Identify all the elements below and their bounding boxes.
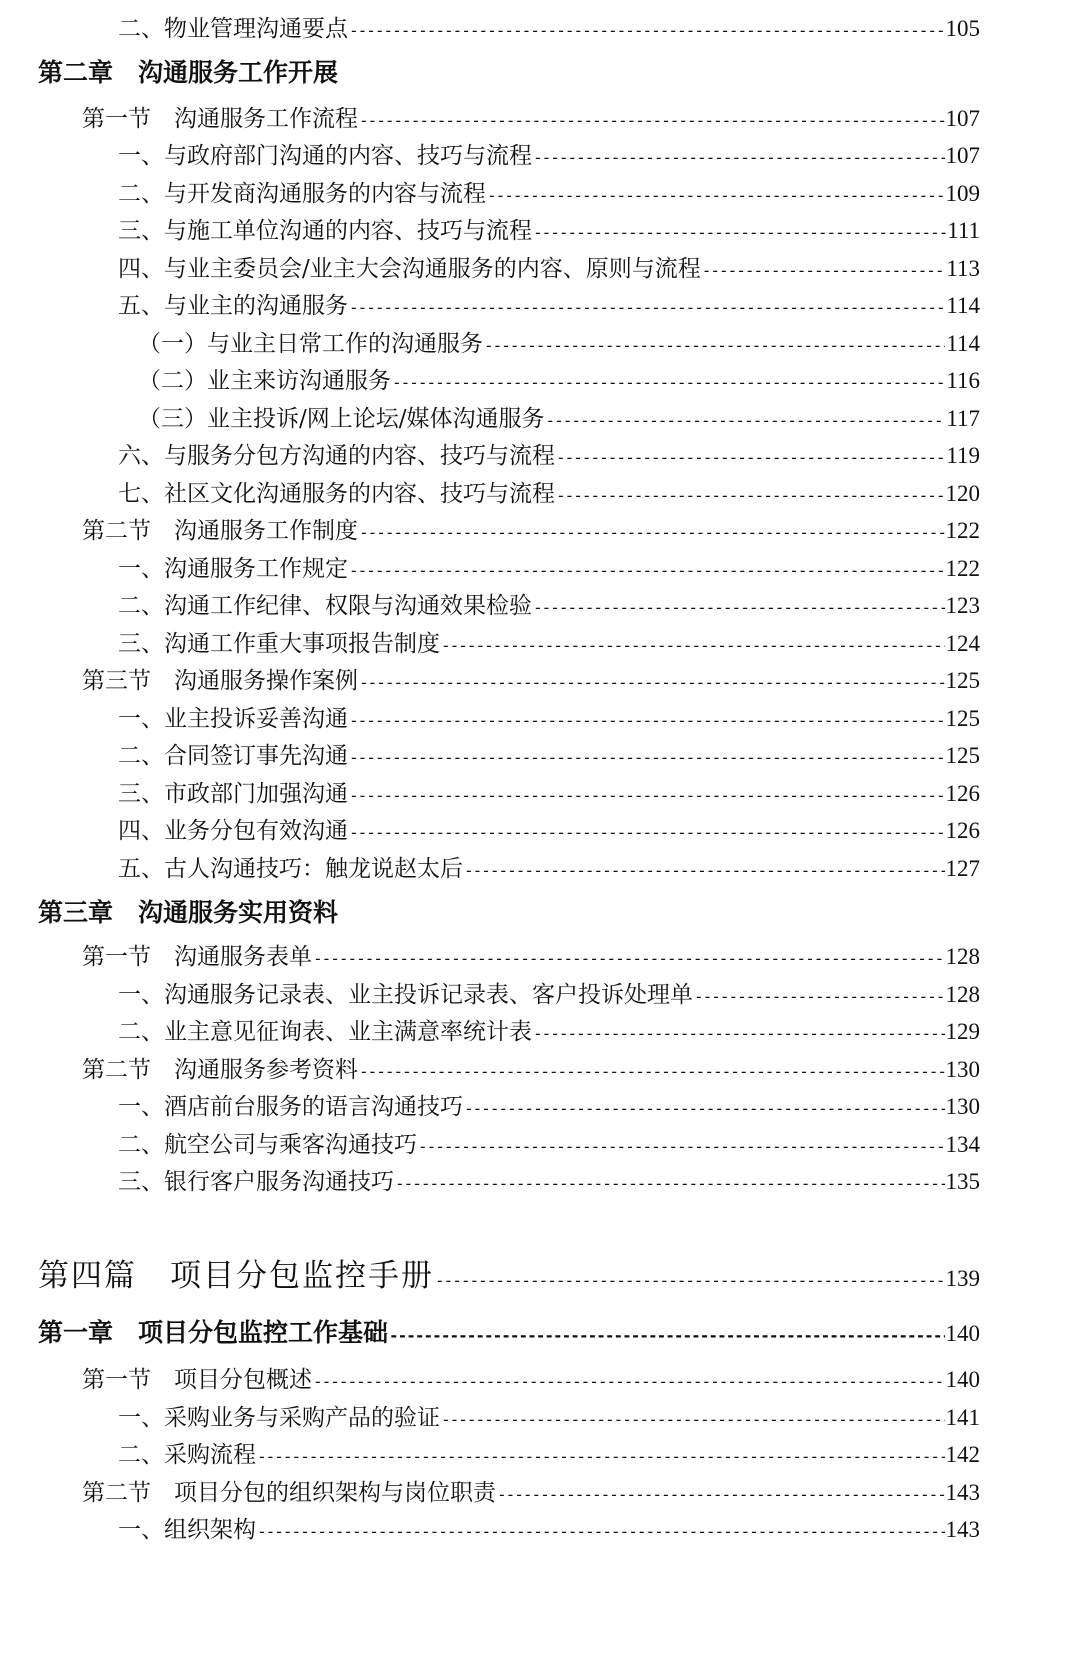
toc-entry-title: 第三节 沟通服务操作案例	[82, 668, 358, 694]
toc-dot-leader	[395, 1169, 945, 1199]
toc-entry-title: 二、与开发商沟通服务的内容与流程	[118, 181, 486, 207]
toc-entry-title: 第二节 沟通服务参考资料	[82, 1057, 358, 1083]
toc-entry-item	[118, 816, 980, 846]
toc-entry-item	[118, 854, 980, 884]
toc-page-number: 125	[945, 668, 980, 693]
toc-entry-title: 三、沟通工作重大事项报告制度	[118, 631, 440, 657]
toc-page-number: 143	[945, 1517, 980, 1542]
toc-entry-item	[118, 980, 980, 1010]
toc-page-number: 135	[945, 1169, 980, 1194]
toc-entry-item	[118, 441, 980, 471]
toc-entry-section	[82, 1365, 980, 1395]
toc-entry-item	[118, 216, 980, 246]
toc-dot-leader	[349, 556, 945, 586]
toc-dot-leader	[349, 706, 945, 736]
toc-dot-leader	[441, 1405, 945, 1435]
toc-entry-title: 三、市政部门加强沟通	[118, 781, 348, 807]
toc-entry-chapter	[38, 56, 980, 90]
toc-entry-title: 七、社区文化沟通服务的内容、技巧与流程	[118, 481, 555, 507]
toc-entry-title: 二、业主意见征询表、业主满意率统计表	[118, 1019, 532, 1045]
toc-dot-leader	[533, 143, 945, 173]
toc-page-number: 129	[945, 1019, 980, 1044]
toc-entry-subitem	[138, 329, 980, 359]
toc-entry-section	[82, 516, 980, 546]
toc-dot-leader	[257, 1442, 945, 1472]
toc-dot-leader	[359, 1057, 945, 1087]
toc-entry-item	[118, 629, 980, 659]
toc-entry-item	[118, 179, 980, 209]
toc-entry-section	[82, 666, 980, 696]
toc-page-number: 116	[946, 368, 980, 393]
toc-entry-item	[118, 141, 980, 171]
toc-entry-title: （一）与业主日常工作的沟通服务	[138, 331, 483, 357]
toc-page-number: 105	[945, 16, 980, 41]
toc-entry-title: 二、合同签订事先沟通	[118, 743, 348, 769]
toc-page-number: 113	[946, 256, 980, 281]
toc-entry-item	[118, 1130, 980, 1160]
toc-entry-title: （三）业主投诉/网上论坛/媒体沟通服务	[138, 406, 545, 432]
toc-dot-leader	[359, 668, 945, 698]
toc-dot-leader	[349, 781, 945, 811]
toc-page-number: 130	[945, 1094, 980, 1119]
toc-entry-item	[118, 14, 980, 44]
toc-dot-leader	[313, 944, 945, 974]
toc-entry-title: 一、与政府部门沟通的内容、技巧与流程	[118, 143, 532, 169]
toc-dot-leader	[556, 443, 945, 473]
toc-page-number: 134	[945, 1132, 980, 1157]
toc-page-number: 141	[945, 1405, 980, 1430]
toc-page-number: 109	[945, 181, 980, 206]
toc-entry-subitem	[138, 366, 980, 396]
toc-dot-leader	[349, 818, 945, 848]
toc-page-number: 117	[946, 406, 980, 431]
toc-dot-leader	[546, 406, 946, 436]
toc-page-number: 140	[945, 1367, 980, 1392]
toc-dot-leader	[497, 1480, 945, 1510]
toc-page-number: 126	[945, 781, 980, 806]
toc-entry-subitem	[138, 404, 980, 434]
toc-dot-leader	[694, 982, 945, 1012]
toc-entry-title: 一、沟通服务记录表、业主投诉记录表、客户投诉处理单	[118, 982, 693, 1008]
toc-page-number: 127	[945, 856, 980, 881]
toc-entry-chapter	[38, 1316, 980, 1350]
toc-entry-title: 一、组织架构	[118, 1517, 256, 1543]
toc-entry-item	[118, 704, 980, 734]
toc-dot-leader	[418, 1132, 945, 1162]
toc-entry-title: 一、采购业务与采购产品的验证	[118, 1405, 440, 1431]
toc-entry-title: （二）业主来访沟通服务	[138, 368, 391, 394]
toc-page-number: 140	[945, 1321, 980, 1346]
toc-page-number: 122	[945, 518, 980, 543]
toc-entry-section	[82, 942, 980, 972]
toc-page-number: 111	[947, 218, 980, 243]
toc-page-number: 107	[945, 106, 980, 131]
toc-page-number: 130	[945, 1057, 980, 1082]
toc-page-number: 124	[945, 631, 980, 656]
toc-entry-title: 第一节 沟通服务工作流程	[82, 106, 358, 132]
toc-dot-leader	[359, 518, 945, 548]
toc-page-number: 107	[945, 143, 980, 168]
toc-entry-title: 五、古人沟通技巧：触龙说赵太后	[118, 856, 463, 882]
toc-entry-item	[118, 554, 980, 584]
toc-entry-title: 第一节 沟通服务表单	[82, 944, 312, 970]
toc-dot-leader	[533, 593, 945, 623]
toc-entry-item	[118, 1017, 980, 1047]
toc-entry-title: 一、业主投诉妥善沟通	[118, 706, 348, 732]
toc-entry-title: 一、沟通服务工作规定	[118, 556, 348, 582]
toc-entry-item	[118, 479, 980, 509]
toc-entry-title: 二、物业管理沟通要点	[118, 16, 348, 42]
toc-page-number: 142	[945, 1442, 980, 1467]
toc-entry-chapter	[38, 896, 980, 930]
toc-dot-leader	[533, 1019, 945, 1049]
toc-dot-leader	[435, 1261, 945, 1301]
toc-dot-leader	[441, 631, 945, 661]
toc-entry-section	[82, 104, 980, 134]
toc-page-number: 114	[946, 293, 980, 318]
toc-dot-leader	[702, 256, 946, 286]
toc-dot-leader	[349, 16, 945, 46]
toc-entry-title: 四、业务分包有效沟通	[118, 818, 348, 844]
toc-entry-item	[118, 1440, 980, 1470]
toc-entry-part	[38, 1256, 980, 1296]
toc-entry-title: 一、酒店前台服务的语言沟通技巧	[118, 1094, 463, 1120]
toc-dot-leader	[464, 856, 945, 886]
toc-entry-title: 五、与业主的沟通服务	[118, 293, 348, 319]
toc-dot-leader	[392, 368, 945, 398]
toc-entry-title: 第一节 项目分包概述	[82, 1367, 312, 1393]
toc-page-number: 125	[945, 706, 980, 731]
toc-entry-title: 三、与施工单位沟通的内容、技巧与流程	[118, 218, 532, 244]
toc-dot-leader	[487, 181, 945, 211]
toc-entry-title: 三、银行客户服务沟通技巧	[118, 1169, 394, 1195]
toc-entry-title: 二、航空公司与乘客沟通技巧	[118, 1132, 417, 1158]
toc-dot-leader	[349, 293, 945, 323]
toc-entry-section	[82, 1055, 980, 1085]
toc-entry-title: 第二章 沟通服务工作开展	[38, 58, 339, 87]
toc-page-number: 119	[946, 443, 980, 468]
toc-dot-leader	[533, 218, 946, 248]
toc-entry-section	[82, 1478, 980, 1508]
toc-dot-leader	[389, 1319, 944, 1353]
toc-entry-title: 第二节 沟通服务工作制度	[82, 518, 358, 544]
toc-entry-item	[118, 1092, 980, 1122]
toc-page-number: 123	[945, 593, 980, 618]
toc-page-number: 128	[945, 944, 980, 969]
toc-entry-title: 第二节 项目分包的组织架构与岗位职责	[82, 1480, 496, 1506]
toc-entry-item	[118, 741, 980, 771]
toc-page-number: 122	[945, 556, 980, 581]
toc-page-number: 128	[945, 982, 980, 1007]
toc-dot-leader	[464, 1094, 945, 1124]
toc-entry-title: 二、沟通工作纪律、权限与沟通效果检验	[118, 593, 532, 619]
toc-dot-leader	[484, 331, 945, 361]
toc-page-number: 125	[945, 743, 980, 768]
toc-page-number: 139	[945, 1266, 980, 1291]
toc-entry-item	[118, 1167, 980, 1197]
toc-page-number: 143	[945, 1480, 980, 1505]
toc-page-number: 120	[945, 481, 980, 506]
toc-entry-title: 第三章 沟通服务实用资料	[38, 898, 339, 927]
toc-entry-item	[118, 254, 980, 284]
toc-entry-title: 二、采购流程	[118, 1442, 256, 1468]
toc-entry-item	[118, 779, 980, 809]
toc-dot-leader	[556, 481, 945, 511]
toc-page-number: 114	[946, 331, 980, 356]
toc-dot-leader	[257, 1517, 945, 1547]
toc-entry-title: 六、与服务分包方沟通的内容、技巧与流程	[118, 443, 555, 469]
toc-dot-leader	[313, 1367, 945, 1397]
toc-entry-item	[118, 1403, 980, 1433]
toc-page-number: 126	[945, 818, 980, 843]
toc-entry-title: 第一章 项目分包监控工作基础	[38, 1318, 389, 1347]
toc-entry-item	[118, 591, 980, 621]
toc-entry-item	[118, 1515, 980, 1545]
toc-dot-leader	[359, 106, 945, 136]
toc-entry-title: 四、与业主委员会/业主大会沟通服务的内容、原则与流程	[118, 256, 701, 282]
toc-entry-title: 第四篇 项目分包监控手册	[38, 1258, 434, 1294]
toc-dot-leader	[349, 743, 945, 773]
toc-entry-item	[118, 291, 980, 321]
